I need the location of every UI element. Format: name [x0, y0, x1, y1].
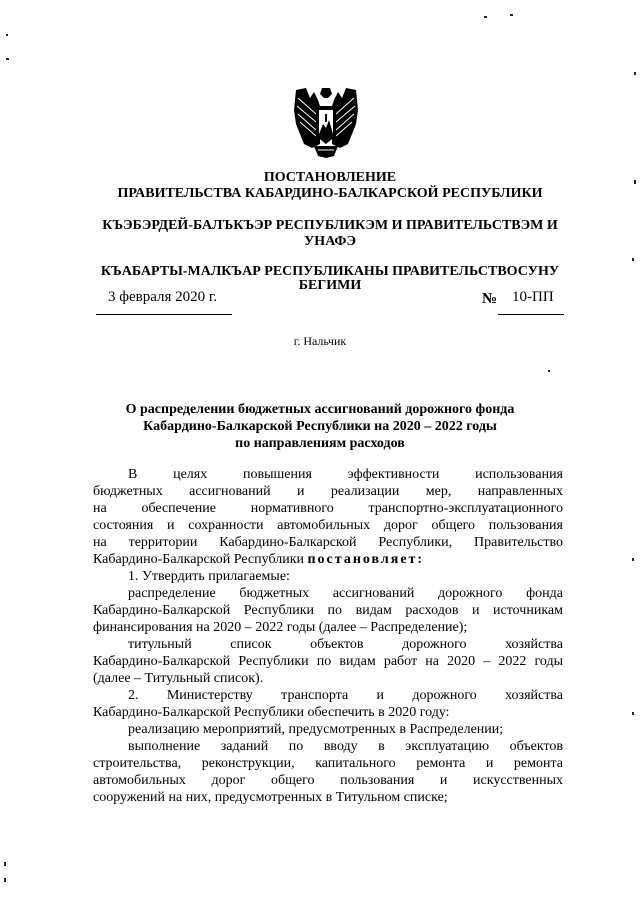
- scan-speck: [632, 258, 634, 261]
- scan-speck: [634, 180, 636, 184]
- title-line: Кабардино-Балкарской Республики на 2020 – 2022 годы: [143, 419, 497, 434]
- paragraph-line: Кабардино-Балкарской Республики обеспечить в 2020 году:: [93, 705, 450, 720]
- paragraph-line: на обеспечение нормативного транспортно-эксплуатационного: [93, 501, 563, 516]
- scan-speck: [6, 58, 9, 60]
- paragraph-line: реализацию мероприятий, предусмотренных в Распределении;: [128, 722, 504, 737]
- header-balkar-line2: БЕГИМИ: [298, 278, 362, 293]
- paragraph-line: автомобильных дорог общего пользования и искусственных: [93, 773, 563, 788]
- header-government: ПРАВИТЕЛЬСТВА КАБАРДИНО-БАЛКАРСКОЙ РЕСПУБЛИКИ: [117, 186, 543, 201]
- scan-speck: [6, 34, 8, 36]
- paragraph-text: Кабардино-Балкарской Республики: [93, 552, 308, 567]
- scan-speck: [4, 862, 6, 866]
- scan-speck: [4, 878, 6, 882]
- paragraph-line: (далее – Титульный список).: [93, 671, 264, 686]
- paragraph-line: строительства, реконструкции, капитального ремонта и ремонта: [93, 756, 563, 771]
- header-title: ПОСТАНОВЛЕНИЕ: [263, 170, 397, 185]
- scan-speck: [548, 370, 550, 372]
- number-underline: [498, 314, 564, 315]
- date-underline: [96, 314, 232, 315]
- paragraph-line: В целях повышения эффективности использования: [128, 467, 563, 482]
- paragraph-line: сооружений на них, предусмотренных в Титульном списке;: [93, 790, 448, 805]
- paragraph-line: 1. Утвердить прилагаемые:: [128, 569, 290, 584]
- scan-speck: [484, 16, 487, 18]
- title-line: О распределении бюджетных ассигнований дорожного фонда: [125, 402, 515, 417]
- resolves-keyword: постановляет:: [307, 552, 425, 567]
- paragraph-line: состояния и сохранности автомобильных дорог общего пользования: [93, 518, 563, 533]
- scan-speck: [632, 712, 634, 715]
- document-body: [93, 466, 563, 806]
- document-number: 10-ПП: [512, 289, 554, 305]
- header-balkar-line1: КЪАБАРТЫ-МАЛКЪАР РЕСПУБЛИКАНЫ ПРАВИТЕЛЬСТВОСУНУ: [100, 264, 560, 279]
- number-sign: №: [482, 291, 498, 307]
- paragraph-line: 2. Министерству транспорта и дорожного хозяйства: [128, 688, 563, 703]
- scan-speck: [634, 72, 636, 75]
- paragraph-line: бюджетных ассигнований и реализации мер, направленных: [93, 484, 563, 499]
- title-line: по направлениям расходов: [235, 436, 405, 451]
- paragraph-line: выполнение заданий по вводу в эксплуатацию объектов: [128, 739, 563, 754]
- city-name: г. Нальчик: [293, 334, 347, 348]
- header-kabardian-line2: УНАФЭ: [304, 234, 356, 249]
- paragraph-line: распределение бюджетных ассигнований дорожного фонда: [128, 586, 563, 601]
- scan-speck: [510, 14, 513, 16]
- paragraph-line: на территории Кабардино-Балкарской Республики, Правительство: [93, 535, 563, 550]
- paragraph-line: [93, 551, 563, 568]
- paragraph-line: титульный список объектов дорожного хозяйства: [128, 637, 563, 652]
- header-kabardian-line1: КЪЭБЭРДЕЙ-БАЛЪКЪЭР РЕСПУБЛИКЭМ И ПРАВИТЕЛЬСТВЭМ И: [102, 218, 558, 233]
- document-title: [80, 401, 560, 452]
- paragraph-line: Кабардино-Балкарской Республики по видам работ на 2020 – 2022 годы: [93, 654, 563, 669]
- document-date: 3 февраля 2020 г.: [108, 289, 218, 305]
- paragraph-line: Кабардино-Балкарской Республики по видам расходов и источникам: [93, 603, 563, 618]
- coat-of-arms-icon: [292, 84, 360, 160]
- paragraph-line: финансирования на 2020 – 2022 годы (далее – Распределение);: [93, 620, 468, 635]
- scan-speck: [632, 558, 634, 561]
